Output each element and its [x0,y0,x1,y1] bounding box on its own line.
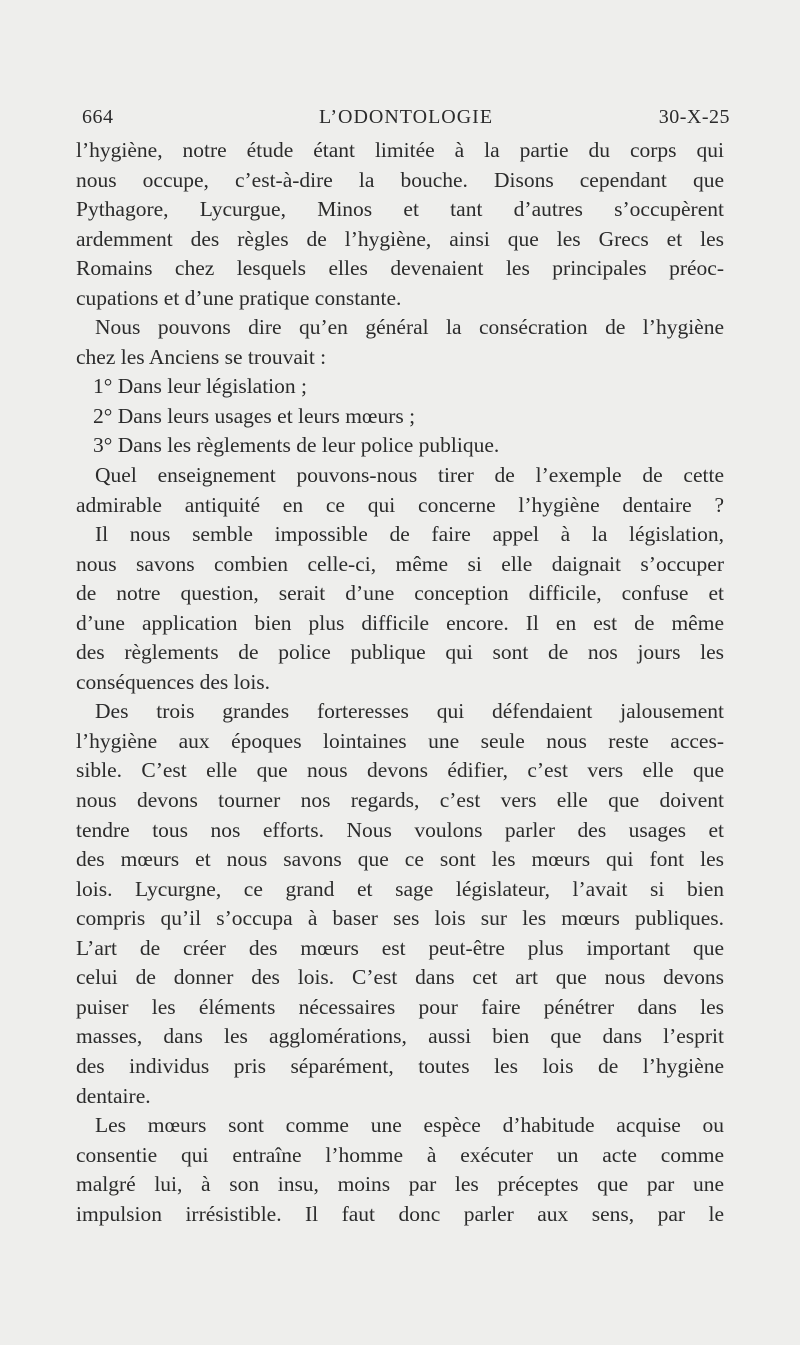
text-line: 3° Dans les règlements de leur police publique. [93,433,500,458]
text-line: impulsion irrésistible. Il faut donc parler aux sens, par le [76,1201,724,1226]
running-title: L’ODONTOLOGIE [318,106,494,128]
text-line: celui de donner des lois. C’est dans cet art que nous devons [76,965,724,990]
text-line: dentaire. [76,1083,151,1108]
text-line: consentie qui entraîne l’homme à exécuter un acte comme [76,1142,724,1167]
text-line: Quel enseignement pouvons-nous tirer de l’exemple de cette [95,463,724,488]
text-line: 1° Dans leur législation ; [93,374,308,399]
text-line: Les mœurs sont comme une espèce d’habitude acquise ou [95,1113,724,1138]
text-line: 2° Dans leurs usages et leurs mœurs ; [93,403,416,428]
text-line: compris qu’il s’occupa à baser ses lois sur les mœurs publiques. [76,906,724,931]
text-line: malgré lui, à son insu, moins par les préceptes que par une [76,1172,724,1197]
text-line: Il nous semble impossible de faire appel à la législation, [95,522,724,547]
text-line: sible. C’est elle que nous devons édifier, c’est vers elle que [76,758,724,783]
issue-date: 30-X-25 [658,106,730,128]
text-line: des règlements de police publique qui sont de nos jours les [76,640,724,665]
text-line: puiser les éléments nécessaires pour faire pénétrer dans les [76,994,724,1019]
text-line: chez les Anciens se trouvait : [76,344,327,369]
text-line: tendre tous nos efforts. Nous voulons parler des usages et [76,817,724,842]
text-line: des individus pris séparément, toutes les lois de l’hygiène [76,1053,724,1078]
text-line: d’une application bien plus difficile encore. Il en est de même [76,610,724,635]
text-line: l’hygiène aux époques lointaines une seule nous reste acces- [76,728,724,753]
text-line: ardemment des règles de l’hygiène, ainsi que les Grecs et les [76,226,724,251]
text-line: admirable antiquité en ce qui concerne l’hygiène dentaire ? [76,492,724,517]
text-line: Nous pouvons dire qu’en général la consécration de l’hygiène [95,315,724,340]
text-line: de notre question, serait d’une conception difficile, confuse et [76,581,724,606]
text-line: Pythagore, Lycurgue, Minos et tant d’autres s’occupèrent [76,197,724,222]
page-number: 664 [82,106,114,128]
text-line: nous devons tourner nos regards, c’est vers elle que doivent [76,788,724,813]
text-line: l’hygiène, notre étude étant limitée à la partie du corps qui [76,138,724,162]
text-line: Romains chez lesquels elles devenaient les principales préoc- [76,256,724,281]
running-head [82,106,730,136]
text-line: lois. Lycurgne, ce grand et sage législateur, l’avait si bien [76,876,724,901]
text-line: masses, dans les agglomérations, aussi bien que dans l’esprit [76,1024,724,1049]
body-text [76,136,724,1229]
text-line: conséquences des lois. [76,669,271,694]
text-line: nous savons combien celle-ci, même si elle daignait s’occuper [76,551,724,576]
text-line: nous occupe, c’est-à-dire la bouche. Disons cependant que [76,167,724,192]
text-line: des mœurs et nous savons que ce sont les mœurs qui font les [76,847,724,872]
text-line: L’art de créer des mœurs est peut-être plus important que [76,935,724,960]
text-line: Des trois grandes forteresses qui défendaient jalousement [95,699,724,724]
text-line: cupations et d’une pratique constante. [76,285,402,310]
